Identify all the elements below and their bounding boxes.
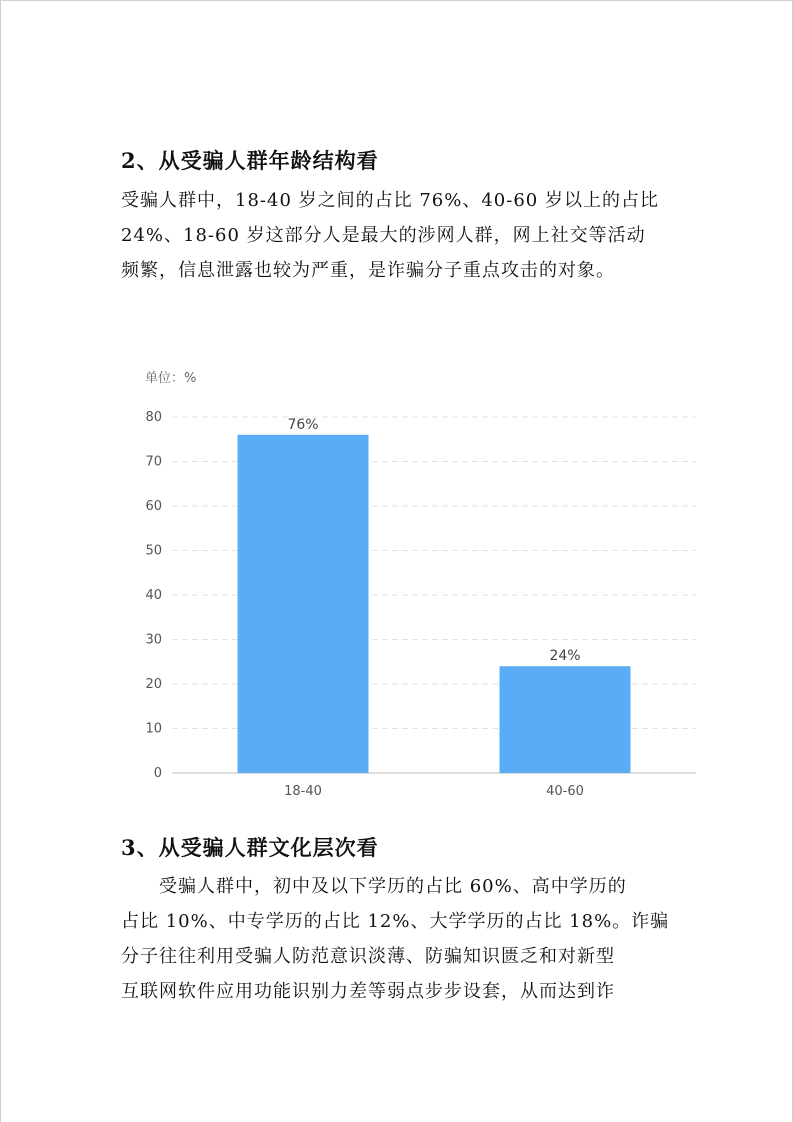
y-tick-label: 50 xyxy=(145,543,162,559)
y-tick-label: 10 xyxy=(145,721,162,737)
paragraph-line: 频繁，信息泄露也较为严重，是诈骗分子重点攻击的对象。 xyxy=(121,260,615,281)
y-tick-label: 0 xyxy=(153,766,162,781)
paragraph-line: 24%、18-60 岁这部分人是最大的涉网人群，网上社交等活动 xyxy=(121,225,646,246)
page-border-left xyxy=(0,0,1,1122)
paragraph-line: 占比 10%、中专学历的占比 12%、大学学历的占比 18%。诈骗 xyxy=(121,911,670,932)
page-border-top xyxy=(0,0,793,1)
section-3-heading: 3、从受骗人群文化层次看 xyxy=(121,835,379,860)
chart-svg xyxy=(120,358,720,808)
bar xyxy=(238,435,369,773)
paragraph-line: 受骗人群中，18-40 岁之间的占比 76%、40-60 岁以上的占比 xyxy=(121,190,659,211)
data-label: 76% xyxy=(287,416,319,433)
data-label: 24% xyxy=(549,648,581,665)
y-tick-label: 60 xyxy=(145,499,162,514)
y-tick-label: 70 xyxy=(145,454,162,470)
y-tick-label: 40 xyxy=(145,588,162,603)
age-bar-chart xyxy=(120,358,720,808)
y-tick-label: 20 xyxy=(145,677,162,692)
y-tick-label: 30 xyxy=(145,632,162,648)
paragraph-line: 受骗人群中，初中及以下学历的占比 60%、高中学历的 xyxy=(121,876,627,897)
x-tick-label: 40-60 xyxy=(546,784,584,799)
x-tick-label: 18-40 xyxy=(284,784,322,799)
y-tick-label: 80 xyxy=(145,410,162,425)
section-3-paragraph xyxy=(121,869,681,1009)
paragraph-line: 分子往往利用受骗人防范意识淡薄、防骗知识匮乏和对新型 xyxy=(121,946,615,967)
paragraph-line: 互联网软件应用功能识别力差等弱点步步设套，从而达到诈 xyxy=(121,981,615,1002)
section-2-heading: 2、从受骗人群年龄结构看 xyxy=(121,148,379,173)
unit-label: 单位：% xyxy=(145,371,197,386)
bar xyxy=(500,666,631,773)
section-2-paragraph xyxy=(121,183,681,288)
